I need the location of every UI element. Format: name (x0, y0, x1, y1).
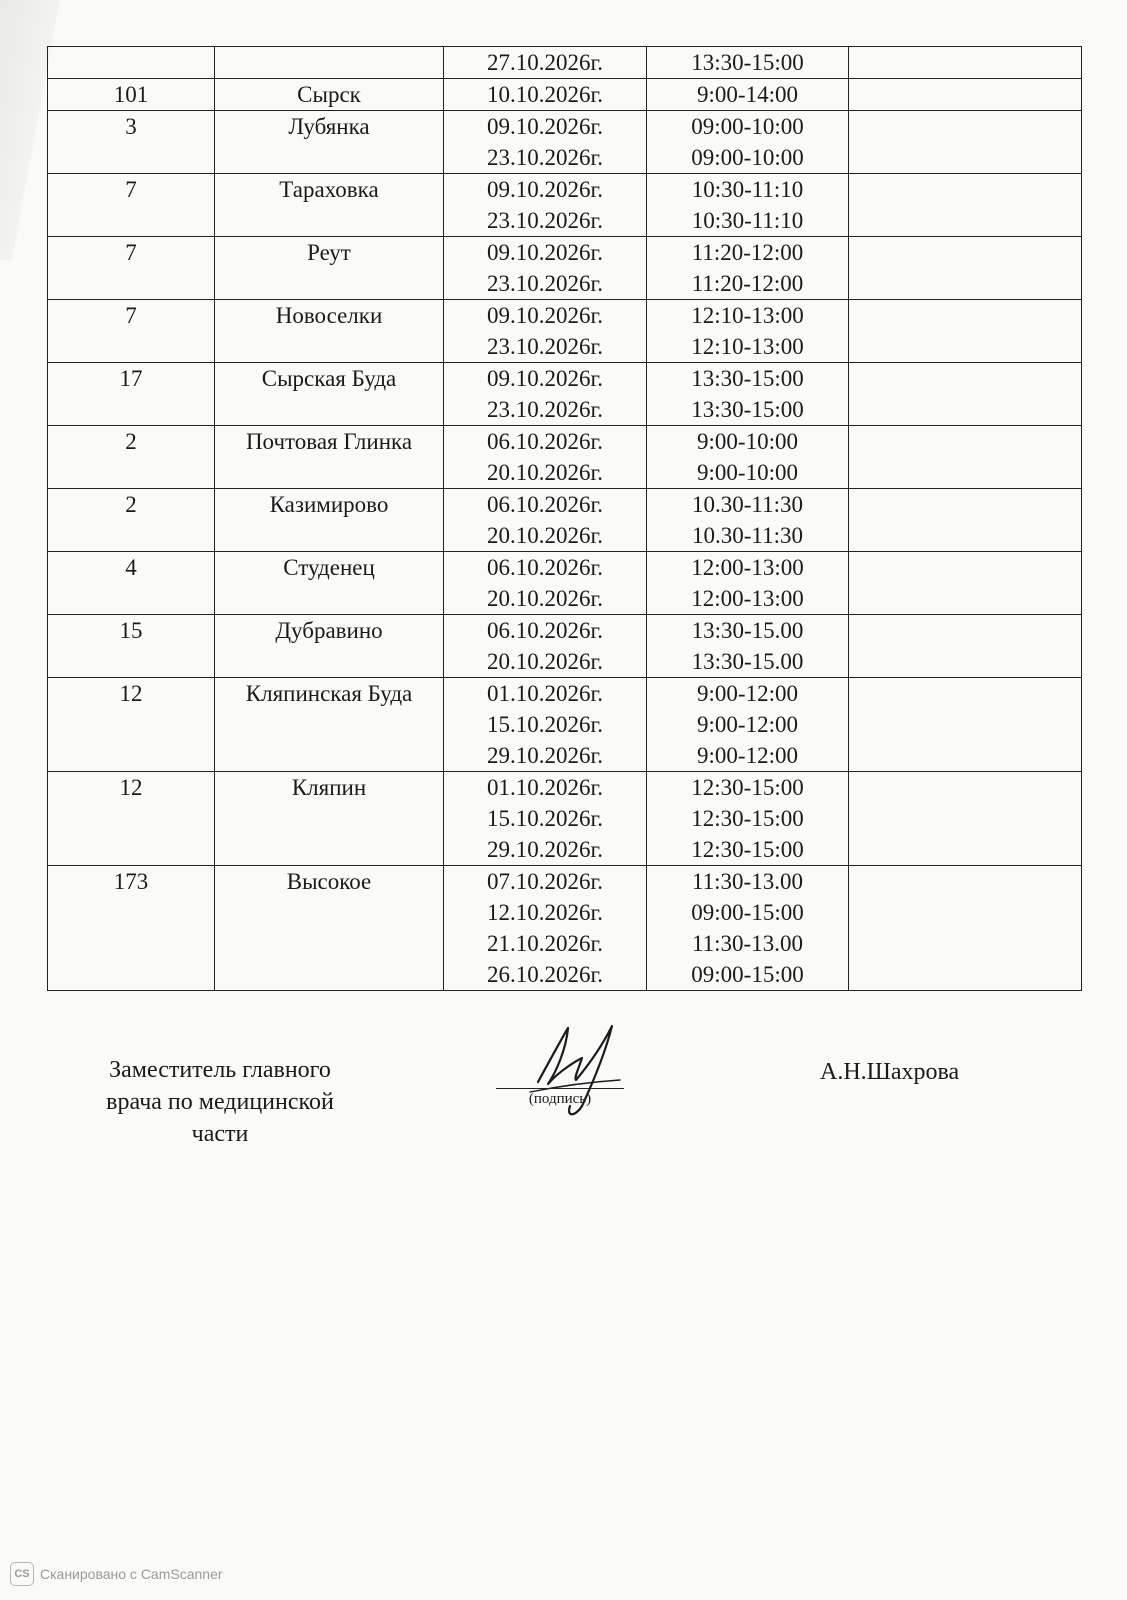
time-value: 11:20-12:00 (691, 240, 804, 265)
date-value: 23.10.2026г. (486, 208, 604, 233)
table-row (48, 772, 1082, 866)
date-value: 29.10.2026г. (486, 743, 604, 768)
position-title (70, 1054, 370, 1150)
time-value: 09:00-15:00 (691, 900, 804, 925)
table-row (48, 615, 1082, 678)
date-value: 26.10.2026г. (486, 962, 604, 987)
cell-settlement: Сырск (215, 79, 444, 111)
cell-dates (444, 237, 647, 300)
position-title-line: Заместитель главного (109, 1057, 331, 1083)
date-value: 15.10.2026г. (486, 712, 604, 737)
time-value: 12:30-15:00 (691, 775, 804, 800)
table-row (48, 111, 1082, 174)
date-value: 23.10.2026г. (486, 334, 604, 359)
date-value: 06.10.2026г. (486, 555, 604, 580)
cell-dates (444, 772, 647, 866)
cell-dates (444, 426, 647, 489)
cell-settlement: Новоселки (215, 300, 444, 363)
date-value: 27.10.2026г. (486, 50, 604, 75)
cell-dates (444, 79, 647, 111)
cell-times (647, 111, 849, 174)
table-row (48, 47, 1082, 79)
date-value: 06.10.2026г. (486, 429, 604, 454)
date-value: 07.10.2026г. (486, 869, 604, 894)
cell-dates (444, 300, 647, 363)
time-value: 12:10-13:00 (691, 303, 804, 328)
time-value: 11:30-13.00 (692, 931, 803, 956)
cell-settlement: Казимирово (215, 489, 444, 552)
camscanner-logo-icon: CS (10, 1562, 34, 1586)
cell-dates (444, 866, 647, 991)
cell-count: 4 (48, 552, 215, 615)
cell-note (849, 678, 1082, 772)
signature-line (496, 1088, 624, 1089)
cell-note (849, 79, 1082, 111)
time-value: 9:00-14:00 (697, 82, 798, 107)
date-value: 09.10.2026г. (486, 366, 604, 391)
cell-dates (444, 489, 647, 552)
cell-settlement: Высокое (215, 866, 444, 991)
position-title-line: части (191, 1121, 249, 1147)
cell-times (647, 237, 849, 300)
cell-settlement: Студенец (215, 552, 444, 615)
time-value: 12:30-15:00 (691, 806, 804, 831)
date-value: 21.10.2026г. (486, 931, 604, 956)
cell-settlement (215, 47, 444, 79)
date-value: 15.10.2026г. (486, 806, 604, 831)
cell-note (849, 237, 1082, 300)
date-value: 12.10.2026г. (486, 900, 604, 925)
cell-note (849, 111, 1082, 174)
date-value: 06.10.2026г. (486, 618, 604, 643)
cell-count (48, 47, 215, 79)
time-value: 10:30-11:10 (691, 177, 804, 202)
date-value: 29.10.2026г. (486, 837, 604, 862)
time-value: 11:30-13.00 (692, 869, 803, 894)
table-row (48, 79, 1082, 111)
cell-note (849, 300, 1082, 363)
table-row (48, 237, 1082, 300)
cell-count: 3 (48, 111, 215, 174)
scanner-watermark (10, 1562, 223, 1586)
date-value: 09.10.2026г. (486, 114, 604, 139)
cell-settlement: Кляпинская Буда (215, 678, 444, 772)
time-value: 09:00-15:00 (691, 962, 804, 987)
cell-times (647, 772, 849, 866)
table-row (48, 678, 1082, 772)
cell-count: 101 (48, 79, 215, 111)
date-value: 06.10.2026г. (486, 492, 604, 517)
cell-times (647, 489, 849, 552)
table-row (48, 552, 1082, 615)
cell-count: 2 (48, 426, 215, 489)
cell-count: 17 (48, 363, 215, 426)
time-value: 09:00-10:00 (691, 114, 804, 139)
cell-count: 7 (48, 174, 215, 237)
date-value: 09.10.2026г. (486, 303, 604, 328)
cell-settlement: Почтовая Глинка (215, 426, 444, 489)
time-value: 13:30-15.00 (691, 618, 804, 643)
time-value: 9:00-12:00 (697, 743, 798, 768)
table-row (48, 174, 1082, 237)
cell-times (647, 363, 849, 426)
cell-note (849, 615, 1082, 678)
cell-times (647, 174, 849, 237)
cell-note (849, 552, 1082, 615)
time-value: 9:00-12:00 (697, 712, 798, 737)
time-value: 10.30-11:30 (692, 492, 803, 517)
cell-dates (444, 615, 647, 678)
cell-dates (444, 174, 647, 237)
table-row (48, 426, 1082, 489)
time-value: 09:00-10:00 (691, 145, 804, 170)
cell-times (647, 426, 849, 489)
time-value: 13:30-15.00 (691, 649, 804, 674)
date-value: 01.10.2026г. (486, 775, 604, 800)
cell-note (849, 426, 1082, 489)
time-value: 9:00-10:00 (697, 429, 798, 454)
signature-caption: (подпись) (528, 1091, 592, 1107)
cell-settlement: Лубянка (215, 111, 444, 174)
cell-count: 12 (48, 678, 215, 772)
time-value: 12:00-13:00 (691, 586, 804, 611)
date-value: 20.10.2026г. (486, 586, 604, 611)
date-value: 20.10.2026г. (486, 649, 604, 674)
table-row (48, 363, 1082, 426)
cell-times (647, 552, 849, 615)
schedule-table (47, 46, 1082, 991)
time-value: 11:20-12:00 (691, 271, 804, 296)
cell-count: 15 (48, 615, 215, 678)
table-row (48, 866, 1082, 991)
cell-note (849, 866, 1082, 991)
cell-note (849, 174, 1082, 237)
cell-dates (444, 552, 647, 615)
cell-note (849, 363, 1082, 426)
time-value: 12:00-13:00 (691, 555, 804, 580)
cell-count: 7 (48, 237, 215, 300)
time-value: 10:30-11:10 (691, 208, 804, 233)
date-value: 09.10.2026г. (486, 240, 604, 265)
cell-note (849, 47, 1082, 79)
cell-count: 7 (48, 300, 215, 363)
cell-times (647, 615, 849, 678)
time-value: 13:30-15:00 (691, 397, 804, 422)
time-value: 13:30-15:00 (691, 366, 804, 391)
cell-settlement: Кляпин (215, 772, 444, 866)
cell-settlement: Реут (215, 237, 444, 300)
cell-count: 173 (48, 866, 215, 991)
date-value: 20.10.2026г. (486, 460, 604, 485)
scanner-text: Сканировано с CamScanner (40, 1566, 223, 1582)
signatory-name: А.Н.Шахрова (820, 1059, 960, 1085)
table-row (48, 489, 1082, 552)
cell-times (647, 47, 849, 79)
cell-note (849, 772, 1082, 866)
date-value: 23.10.2026г. (486, 145, 604, 170)
cell-dates (444, 47, 647, 79)
cell-settlement: Сырская Буда (215, 363, 444, 426)
date-value: 23.10.2026г. (486, 271, 604, 296)
schedule-body (48, 47, 1082, 991)
handwritten-signature (520, 1020, 640, 1120)
time-value: 13:30-15:00 (691, 50, 804, 75)
date-value: 09.10.2026г. (486, 177, 604, 202)
time-value: 9:00-12:00 (697, 681, 798, 706)
time-value: 10.30-11:30 (692, 523, 803, 548)
cell-count: 2 (48, 489, 215, 552)
time-value: 12:30-15:00 (691, 837, 804, 862)
date-value: 20.10.2026г. (486, 523, 604, 548)
cell-times (647, 678, 849, 772)
date-value: 10.10.2026г. (486, 82, 604, 107)
cell-settlement: Тараховка (215, 174, 444, 237)
cell-dates (444, 111, 647, 174)
date-value: 01.10.2026г. (486, 681, 604, 706)
table-row (48, 300, 1082, 363)
position-title-line: врача по медицинской (106, 1089, 334, 1115)
cell-dates (444, 678, 647, 772)
time-value: 9:00-10:00 (697, 460, 798, 485)
cell-dates (444, 363, 647, 426)
time-value: 12:10-13:00 (691, 334, 804, 359)
cell-count: 12 (48, 772, 215, 866)
cell-settlement: Дубравино (215, 615, 444, 678)
date-value: 23.10.2026г. (486, 397, 604, 422)
cell-times (647, 866, 849, 991)
cell-note (849, 489, 1082, 552)
cell-times (647, 79, 849, 111)
cell-times (647, 300, 849, 363)
